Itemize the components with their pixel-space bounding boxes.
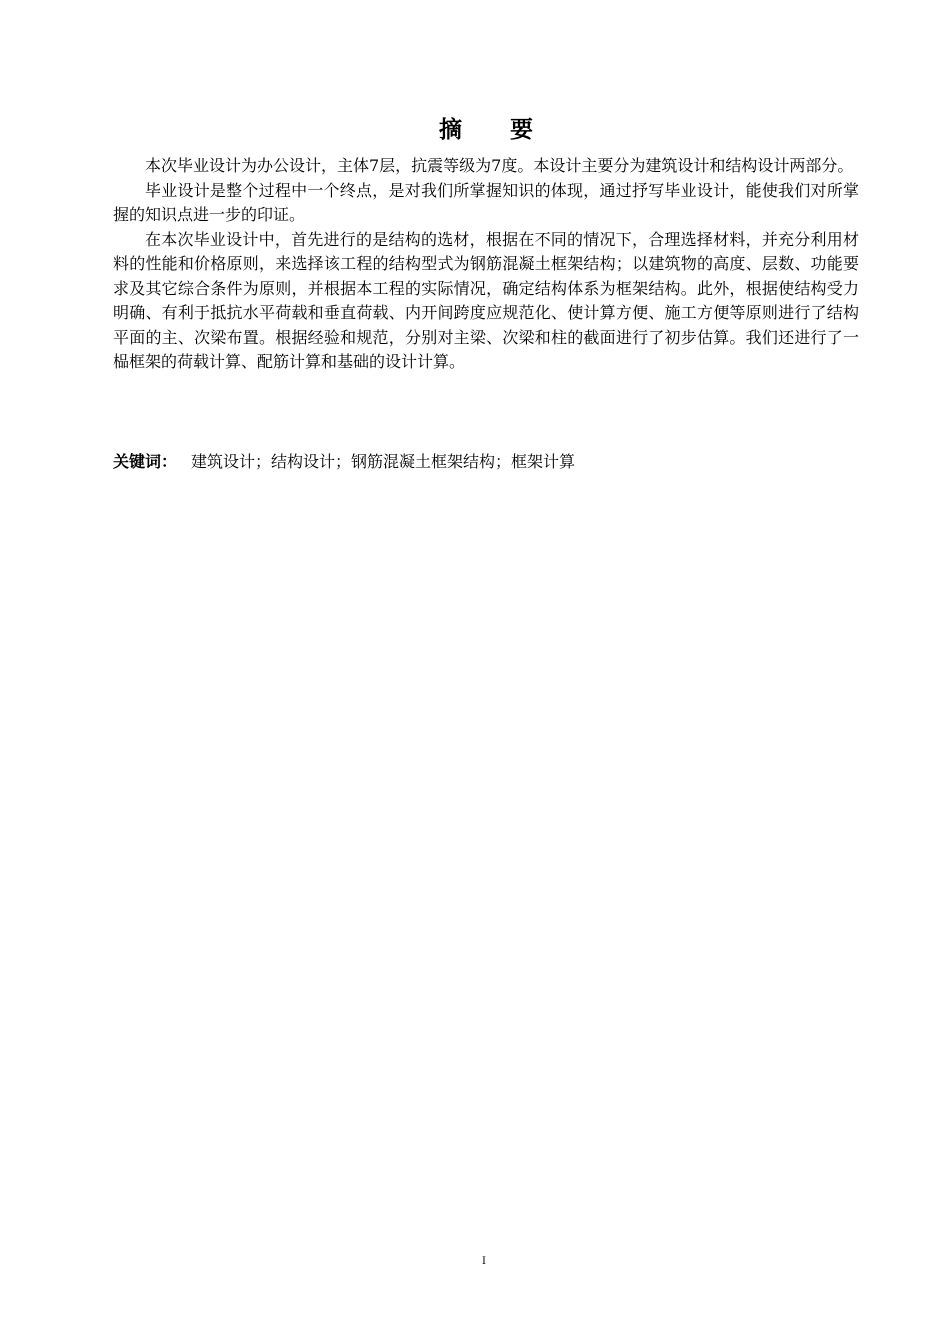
abstract-title [0,114,950,146]
abstract-body [113,154,859,375]
page-number: I [482,1256,486,1267]
abstract-paragraph-3: 在本次毕业设计中，首先进行的是结构的选材，根据在不同的情况下，合理选择材料，并充分利用材料的性能和价格原则，来选择该工程的结构型式为钢筋混凝土框架结构；以建筑物的高度、层数、功能要求及其它综合条件为原则，并根据本工程的实际情况，确定结构体系为框架结构。此外，根据使结构受力明确、有利于抵抗水平荷载和垂直荷载、内开间跨度应规范化、使计算方便、施工方便等原则进行了结构平面的主、次梁布置。根据经验和规范，分别对主梁、次梁和柱的截面进行了初步估算。我们还进行了一榀框架的荷载计算、配筋计算和基础的设计计算。 [113,229,859,371]
abstract-paragraph-1: 本次毕业设计为办公设计，主体7层，抗震等级为7度。本设计主要分为建筑设计和结构设计两部分。 [145,156,854,175]
abstract-title-char-2: 要 [510,117,535,143]
abstract-title-char-1: 摘 [439,117,464,143]
keywords-line [113,450,859,474]
keywords-label: 关键词： [113,452,178,471]
abstract-paragraph-2: 毕业设计是整个过程中一个终点，是对我们所掌握知识的体现，通过抒写毕业设计，能使我们对所掌握的知识点进一步的印证。 [113,180,859,224]
keywords-text: 建筑设计；结构设计；钢筋混凝土框架结构；框架计算 [191,452,576,471]
